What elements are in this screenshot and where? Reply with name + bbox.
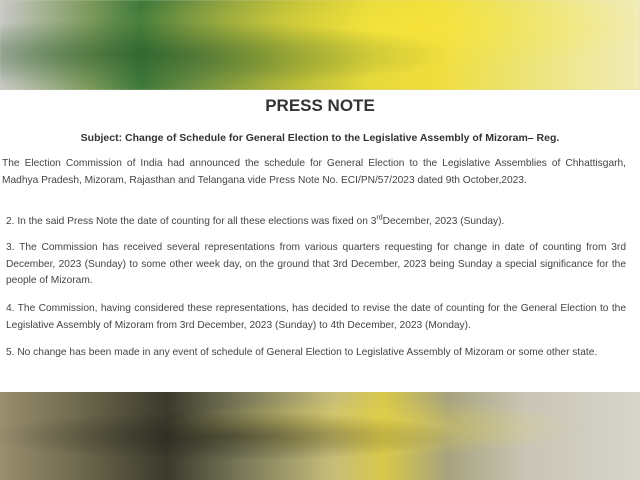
paragraph-3: 3. The Commission has received several representations from various quarters requesting for change in date of counting from 3rd December, 2023 (Sunday) to some other week day, on the ground that 3rd December, 2023 being Sunday a special significance for the people of Mizoram.	[6, 242, 626, 286]
paragraph-2	[6, 214, 626, 231]
blurred-background-bottom	[0, 392, 640, 480]
blurred-background-top	[0, 0, 640, 90]
paragraph-4: 4. The Commission, having considered these representations, has decided to revise the date of counting for the General Election to the Legislative Assembly of Mizoram from 3rd December, 2023 (Sunday) to 4th December, 2023 (Monday).	[6, 303, 626, 331]
press-note-title: PRESS NOTE	[265, 96, 375, 115]
paragraph-1: The Election Commission of India had announced the schedule for General Election to the Legislative Assemblies of Chhattisgarh, Madhya Pradesh, Mizoram, Rajasthan and Telangana vide Press Note No. ECI/PN/57/2023 dated 9th October,2023.	[2, 158, 626, 186]
paragraph-2-text-end: December, 2023 (Sunday).	[382, 216, 505, 227]
paragraph-2-text: 2. In the said Press Note the date of counting for all these elections was fixed on 3	[6, 216, 377, 227]
press-note-subject: Subject: Change of Schedule for General Election to the Legislative Assembly of Mizoram– Reg.	[80, 132, 560, 144]
press-note-document	[0, 90, 640, 392]
paragraph-5: 5. No change has been made in any event of schedule of General Election to Legislative Assembly of Mizoram or some other state.	[6, 347, 598, 358]
ordinal-suffix: rd	[376, 214, 383, 222]
